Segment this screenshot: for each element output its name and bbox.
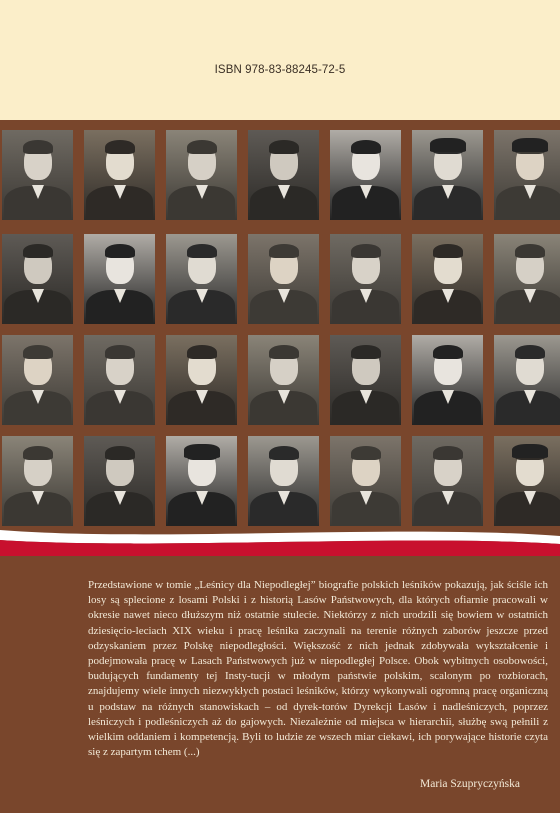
portrait-photo: [248, 234, 319, 324]
portrait-photo: [84, 234, 155, 324]
description-text: [88, 578, 548, 760]
isbn-number: ISBN 978-83-88245-72-5: [214, 64, 346, 76]
portrait-photo: [166, 335, 237, 425]
portrait-photo: [2, 436, 73, 526]
portrait-photo: [166, 234, 237, 324]
portrait-photo: [166, 130, 237, 220]
portrait-photo: [84, 335, 155, 425]
portrait-photo: [494, 234, 560, 324]
portrait-photo: [494, 335, 560, 425]
portrait-photo: [412, 234, 483, 324]
portrait-photo: [248, 335, 319, 425]
portrait-photo: [494, 130, 560, 220]
author-signature: Maria Szupryczyńska: [420, 778, 520, 790]
portrait-photo: [84, 130, 155, 220]
portrait-photo: [2, 130, 73, 220]
portrait-photo: [330, 436, 401, 526]
portrait-photo: [84, 436, 155, 526]
portrait-photo: [2, 335, 73, 425]
description-paragraph: Przedstawione w tomie „Leśnicy dla Niepodległej” biografie polskich leśników pokazują, jak ściśle ich losy są splecione z losami Polski i z historią Lasów Państwowych, dla których ofiarnie pracowali w okresie nawet nieco dłuższym niż ostatnie stulecie. Niektórzy z nich urodzili się bowiem w ostatnich dziesięcio-leciach XIX wieku i pracę leśnika zaczynali na terenie różnych zaborów jeszcze przed odzyskaniem przez Polskę niepodległości. Większość z nich jednak zdobywała wykształcenie i podejmowała pracę w Lasach Państwowych już w niepodległej Polsce. Obok wybitnych osobowości, budujących fundamenty tej Insty-tucji w młodym państwie polskim, scalonym po rozbiorach, znajdujemy wiele innych niezwykłych postaci leśników, którzy wykonywali ogromną pracę organiczną u podstaw na różnych stanowiskach – od dyrek-torów Dyrekcji Lasów i nadleśniczych, poprzez leśniczych i podleśniczych aż do gajowych. Niezależnie od miejsca w hierarchii, służbę swą pełnili z wielkim oddaniem i kompetencją. Byli to ludzie ze wszech miar ciekawi, ich porywające historie czyta się z zapartym tchem (...): [88, 579, 548, 759]
portrait-photo: [166, 436, 237, 526]
portrait-photo: [330, 130, 401, 220]
portrait-photo: [248, 436, 319, 526]
portrait-photo: [330, 234, 401, 324]
portrait-photo: [412, 436, 483, 526]
portrait-photo: [2, 234, 73, 324]
portrait-photo: [412, 335, 483, 425]
portrait-photo: [412, 130, 483, 220]
portrait-photo: [494, 436, 560, 526]
portrait-photo: [248, 130, 319, 220]
flag-ribbon: [0, 526, 560, 556]
portrait-photo: [330, 335, 401, 425]
